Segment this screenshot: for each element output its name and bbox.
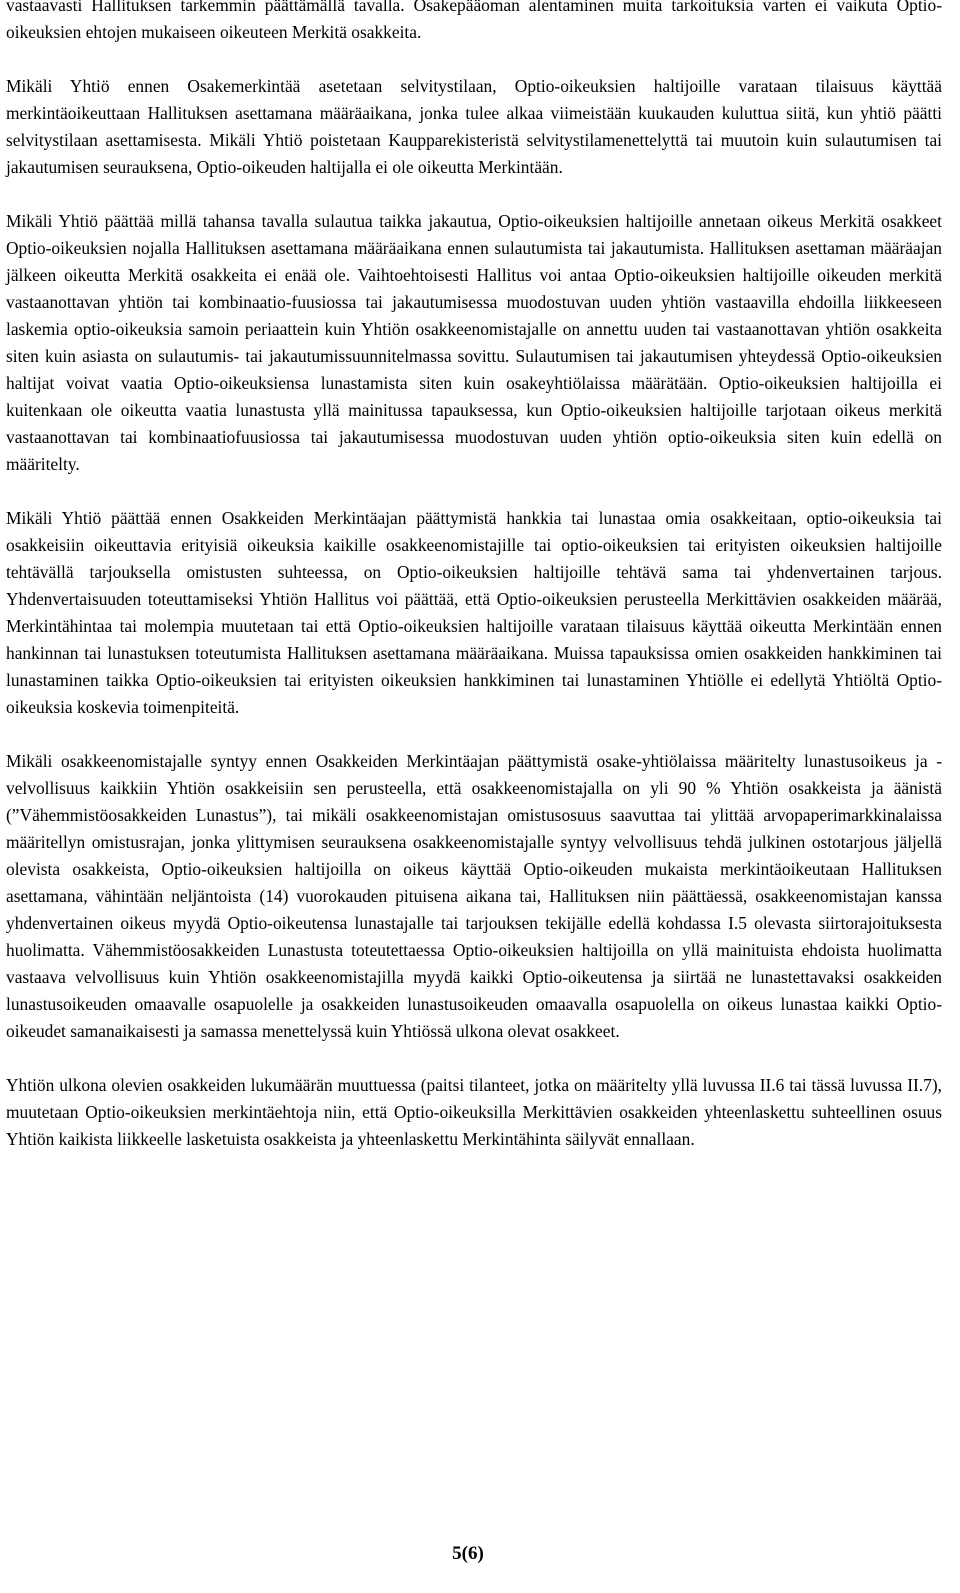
paragraph-2: Mikäli Yhtiö ennen Osakemerkintää asetetaan selvitystilaan, Optio-oikeuksien haltijoille varataan tilaisuus käyttää merkintäoikeuttaan Hallituksen asettamana määräaikana, jonka tulee alkaa viimeistään kuukauden kuluttua siitä, kun yhtiö päätti selvitystilaan asettamisesta. Mikäli Yhtiö poistetaan Kaupparekisteristä selvitystilamenettelyttä tai muutoin kuin sulautumisen tai jakautumisen seurauksena, Optio-oikeuden haltijalla ei ole oikeutta Merkintään. bbox=[6, 76, 942, 177]
paragraph-6: Yhtiön ulkona olevien osakkeiden lukumäärän muuttuessa (paitsi tilanteet, jotka on määritelty yllä luvussa II.6 tai tässä luvussa II.7), muutetaan Optio-oikeuksien merkintäehtoja niin, että Optio-oikeuksilla Merkittävien osakkeiden yhteenlaskettu suhteellinen osuus Yhtiön kaikista liikkeelle lasketuista osakkeista ja yhteenlaskettu Merkintähinta säilyvät ennallaan. bbox=[6, 1075, 942, 1149]
paragraph-4: Mikäli Yhtiö päättää ennen Osakkeiden Merkintäajan päättymistä hankkia tai lunastaa omia osakkeitaan, optio-oikeuksia tai osakkeisiin oikeuttavia erityisiä oikeuksia kaikille osakkeenomistajille tai optio-oikeuksien tai erityisten oikeuksien haltijoille tehtävällä tarjouksella omistusten suhteessa, on Optio-oikeuksien haltijoille tehtävä sama tai yhdenvertainen tarjous. Yhdenvertaisuuden toteuttamiseksi Yhtiön Hallitus voi päättää, että Optio-oikeuksien perusteella Merkittävien osakkeiden määrää, Merkintähintaa tai molempia muutetaan tai että Optio-oikeuksien haltijoille varataan tilaisuus käyttää oikeutta Merkintään ennen hankinnan tai lunastuksen toteutumista Hallituksen asettamana määräaikana. Muissa tapauksissa omien osakkeiden hankkiminen tai lunastaminen taikka Optio-oikeuksien tai erityisten oikeuksien hankkiminen tai lunastaminen Yhtiölle ei edellytä Yhtiöltä Optio-oikeuksia koskevia toimenpiteitä. bbox=[6, 508, 942, 717]
paragraph-3: Mikäli Yhtiö päättää millä tahansa tavalla sulautua taikka jakautua, Optio-oikeuksien haltijoille annetaan oikeus Merkitä osakkeet Optio-oikeuksien nojalla Hallituksen asettamana määräaikana ennen sulautumista tai jakautumista. Hallituksen asettaman määräajan jälkeen oikeutta Merkitä osakkeita ei enää ole. Vaihtoehtoisesti Hallitus voi antaa Optio-oikeuksien haltijoille oikeuden merkitä vastaanottavan yhtiön tai kombinaatio-fuusiossa tai jakautumisessa muodostuvan uuden yhtiön vastaavilla ehdoilla liikkeeseen laskemia optio-oikeuksia samoin periaattein kuin Yhtiön osakkeenomistajalle on annettu uuden tai vastaanottavan yhtiön osakkeita siten kuin asiasta on sulautumis- tai jakautumissuunnitelmassa sovittu. Sulautumisen tai jakautumisen yhteydessä Optio-oikeuksien haltijat voivat vaatia Optio-oikeuksiensa lunastamista siten kuin osakeyhtiölaissa määrätään. Optio-oikeuksien haltijoilla ei kuitenkaan ole oikeutta vaatia lunastusta yllä mainitussa tapauksessa, kun Optio-oikeuksien haltijoille tarjotaan oikeus merkitä vastaanottavan tai kombinaatiofuusiossa tai jakautumisessa muodostuvan uuden yhtiön optio-oikeuksia siten kuin edellä on määritelty. bbox=[6, 211, 942, 474]
paragraph-1: vastaavasti Hallituksen tarkemmin päättämällä tavalla. Osakepääoman alentaminen muita tarkoituksia varten ei vaikuta Optio-oikeuksien ehtojen mukaiseen oikeuteen Merkitä osakkeita. bbox=[6, 0, 942, 42]
document-page bbox=[6, 0, 942, 1153]
paragraph-5: Mikäli osakkeenomistajalle syntyy ennen Osakkeiden Merkintäajan päättymistä osake-yhtiölaissa määritelty lunastusoikeus ja -velvollisuus kaikkiin Yhtiön osakkeisiin sen perusteella, että osakkeenomistajalla on yli 90 % Yhtiön osakkeista ja äänistä (”Vähemmistöosakkeiden Lunastus”), tai mikäli osakkeenomistajan omistusosuus saavuttaa tai ylittää arvopaperimarkkinalaissa määritellyn omistusrajan, jonka ylittymisen seurauksena osakkeenomistajalle syntyy velvollisuus tehdä julkinen ostotarjous jäljellä olevista osakkeista, Optio-oikeuksien haltijoilla on oikeus käyttää Optio-oikeuden mukaista merkintäoikeutaan Hallituksen asettamana, vähintään neljäntoista (14) vuorokauden pituisena aikana tai, Hallituksen niin päättäessä, osakkeenomistajan kanssa yhdenvertainen oikeus myydä Optio-oikeutensa lunastajalle tai tarjouksen tekijälle edellä kohdassa I.5 olevasta siirtorajoituksesta huolimatta. Vähemmistöosakkeiden Lunastusta toteutettaessa Optio-oikeuksien haltijoilla on yllä mainituista ehdoista huolimatta vastaava velvollisuus kuin Yhtiön osakkeenomistajilla myydä kaikki Optio-oikeutensa ja siirtää ne lunastettavaksi osakkeiden lunastusoikeuden omaavalle osapuolelle ja osakkeiden lunastusoikeuden omaavalla osapuolella on oikeus lunastaa kaikki Optio-oikeudet samanaikaisesti ja samassa menettelyssä kuin Yhtiössä ulkona olevat osakkeet. bbox=[6, 751, 942, 1041]
page-number: 5(6) bbox=[452, 1543, 484, 1564]
